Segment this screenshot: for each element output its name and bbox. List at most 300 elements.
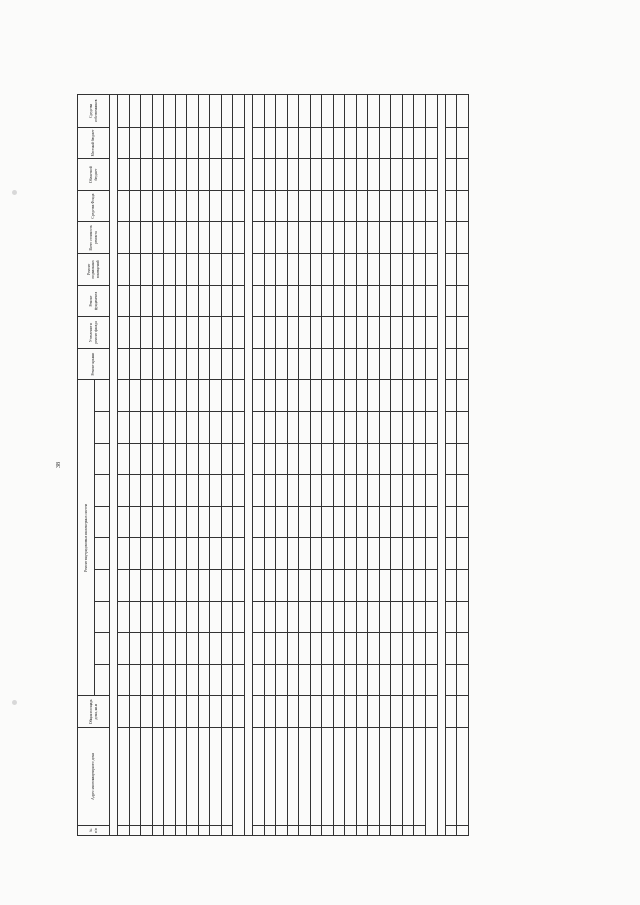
address-cell <box>287 727 299 825</box>
value-cell <box>164 95 176 128</box>
value-cell <box>402 475 414 507</box>
value-cell <box>118 412 130 444</box>
table-row <box>333 95 345 836</box>
value-cell <box>356 159 368 191</box>
value-cell <box>414 664 426 696</box>
value-cell <box>253 159 265 191</box>
value-cell <box>264 538 276 570</box>
value-cell <box>333 285 345 317</box>
value-cell <box>379 380 391 412</box>
value-cell <box>299 222 311 254</box>
section-title-row <box>437 95 445 836</box>
value-cell <box>368 190 380 222</box>
value-cell <box>141 95 153 128</box>
value-cell <box>457 601 469 633</box>
value-cell <box>402 348 414 380</box>
value-cell <box>187 317 199 349</box>
value-cell <box>164 601 176 633</box>
value-cell <box>457 317 469 349</box>
value-cell <box>310 285 322 317</box>
value-cell <box>287 506 299 538</box>
value-cell <box>264 570 276 602</box>
value-cell <box>457 696 469 728</box>
total-value-cell <box>425 506 437 538</box>
value-cell <box>129 222 141 254</box>
value-cell <box>445 95 457 128</box>
value-cell <box>221 538 233 570</box>
value-cell <box>175 222 187 254</box>
value-cell <box>210 570 222 602</box>
total-value-cell <box>425 633 437 665</box>
value-cell <box>368 412 380 444</box>
table-row <box>299 95 311 836</box>
value-cell <box>391 601 403 633</box>
value-cell <box>187 254 199 286</box>
value-cell <box>276 412 288 444</box>
value-cell <box>445 127 457 159</box>
value-cell <box>299 159 311 191</box>
row-number-cell <box>141 825 153 835</box>
col-subheader <box>95 380 110 412</box>
value-cell <box>141 190 153 222</box>
value-cell <box>445 664 457 696</box>
col-header-total-cost: Всего стоимость ремонта <box>78 222 110 254</box>
value-cell <box>379 443 391 475</box>
value-cell <box>276 222 288 254</box>
row-number-cell <box>310 825 322 835</box>
col-subheader <box>95 601 110 633</box>
value-cell <box>402 633 414 665</box>
total-value-cell <box>233 696 245 728</box>
value-cell <box>356 348 368 380</box>
value-cell <box>299 506 311 538</box>
value-cell <box>118 380 130 412</box>
row-number-cell <box>299 825 311 835</box>
value-cell <box>164 506 176 538</box>
value-cell <box>445 475 457 507</box>
value-cell <box>379 222 391 254</box>
value-cell <box>310 190 322 222</box>
row-number-cell <box>198 825 210 835</box>
col-header-foundation: Ремонт фундамента <box>78 285 110 317</box>
value-cell <box>457 190 469 222</box>
value-cell <box>310 348 322 380</box>
value-cell <box>402 601 414 633</box>
value-cell <box>198 348 210 380</box>
value-cell <box>391 664 403 696</box>
value-cell <box>333 506 345 538</box>
value-cell <box>118 95 130 128</box>
value-cell <box>457 475 469 507</box>
value-cell <box>345 696 357 728</box>
address-cell <box>198 727 210 825</box>
value-cell <box>264 348 276 380</box>
value-cell <box>287 601 299 633</box>
value-cell <box>118 317 130 349</box>
address-cell <box>402 727 414 825</box>
value-cell <box>276 538 288 570</box>
row-number-cell <box>129 825 141 835</box>
table-row <box>345 95 357 836</box>
row-number-cell <box>333 825 345 835</box>
table-row <box>187 95 199 836</box>
value-cell <box>322 190 334 222</box>
value-cell <box>333 475 345 507</box>
address-cell <box>129 727 141 825</box>
value-cell <box>210 601 222 633</box>
value-cell <box>333 127 345 159</box>
value-cell <box>129 443 141 475</box>
value-cell <box>299 538 311 570</box>
value-cell <box>379 664 391 696</box>
total-value-cell <box>233 222 245 254</box>
col-header-systems-group: Ремонт внутридомовых инженерных систем <box>78 380 95 696</box>
value-cell <box>322 95 334 128</box>
value-cell <box>310 380 322 412</box>
value-cell <box>414 222 426 254</box>
total-row <box>425 95 437 836</box>
value-cell <box>198 190 210 222</box>
value-cell <box>445 696 457 728</box>
value-cell <box>445 159 457 191</box>
value-cell <box>175 95 187 128</box>
value-cell <box>129 506 141 538</box>
value-cell <box>264 127 276 159</box>
value-cell <box>322 570 334 602</box>
value-cell <box>164 190 176 222</box>
value-cell <box>402 412 414 444</box>
value-cell <box>287 317 299 349</box>
value-cell <box>129 664 141 696</box>
value-cell <box>129 633 141 665</box>
value-cell <box>264 159 276 191</box>
table-row <box>118 95 130 836</box>
value-cell <box>276 159 288 191</box>
document-area <box>55 90 583 840</box>
value-cell <box>379 285 391 317</box>
row-number-cell <box>414 825 426 835</box>
value-cell <box>253 285 265 317</box>
value-cell <box>356 95 368 128</box>
value-cell <box>299 380 311 412</box>
value-cell <box>210 348 222 380</box>
value-cell <box>129 127 141 159</box>
table-row <box>445 95 457 836</box>
value-cell <box>310 475 322 507</box>
value-cell <box>264 222 276 254</box>
value-cell <box>287 664 299 696</box>
total-value-cell <box>425 443 437 475</box>
value-cell <box>402 254 414 286</box>
value-cell <box>264 443 276 475</box>
total-value-cell <box>425 475 437 507</box>
value-cell <box>310 412 322 444</box>
value-cell <box>310 601 322 633</box>
value-cell <box>175 159 187 191</box>
value-cell <box>356 601 368 633</box>
section-title <box>245 95 253 836</box>
address-cell <box>253 727 265 825</box>
value-cell <box>221 380 233 412</box>
value-cell <box>356 633 368 665</box>
table-caption <box>65 90 72 840</box>
value-cell <box>299 348 311 380</box>
address-cell <box>457 727 469 825</box>
value-cell <box>141 159 153 191</box>
table-row <box>368 95 380 836</box>
value-cell <box>221 412 233 444</box>
value-cell <box>141 538 153 570</box>
value-cell <box>187 348 199 380</box>
value-cell <box>368 380 380 412</box>
value-cell <box>402 538 414 570</box>
row-number-cell <box>152 825 164 835</box>
value-cell <box>368 664 380 696</box>
address-cell <box>379 727 391 825</box>
table-row <box>141 95 153 836</box>
value-cell <box>141 570 153 602</box>
value-cell <box>152 475 164 507</box>
value-cell <box>129 285 141 317</box>
value-cell <box>118 443 130 475</box>
value-cell <box>141 601 153 633</box>
value-cell <box>210 696 222 728</box>
value-cell <box>299 412 311 444</box>
value-cell <box>414 190 426 222</box>
value-cell <box>457 380 469 412</box>
value-cell <box>141 222 153 254</box>
row-number-cell <box>287 825 299 835</box>
total-value-cell <box>425 538 437 570</box>
total-value-cell <box>425 348 437 380</box>
value-cell <box>141 127 153 159</box>
value-cell <box>322 222 334 254</box>
value-cell <box>310 570 322 602</box>
value-cell <box>391 190 403 222</box>
value-cell <box>264 475 276 507</box>
address-cell <box>141 727 153 825</box>
total-value-cell <box>425 159 437 191</box>
value-cell <box>356 254 368 286</box>
value-cell <box>333 538 345 570</box>
value-cell <box>287 538 299 570</box>
value-cell <box>457 633 469 665</box>
value-cell <box>129 601 141 633</box>
value-cell <box>345 317 357 349</box>
value-cell <box>164 380 176 412</box>
value-cell <box>445 190 457 222</box>
value-cell <box>445 254 457 286</box>
row-number-cell <box>253 825 265 835</box>
value-cell <box>253 95 265 128</box>
value-cell <box>175 348 187 380</box>
value-cell <box>402 95 414 128</box>
value-cell <box>276 348 288 380</box>
table-row <box>221 95 233 836</box>
value-cell <box>253 475 265 507</box>
value-cell <box>322 412 334 444</box>
value-cell <box>187 443 199 475</box>
value-cell <box>356 285 368 317</box>
value-cell <box>310 696 322 728</box>
value-cell <box>187 696 199 728</box>
value-cell <box>164 348 176 380</box>
total-value-cell <box>233 254 245 286</box>
value-cell <box>356 443 368 475</box>
value-cell <box>187 95 199 128</box>
value-cell <box>210 475 222 507</box>
value-cell <box>152 317 164 349</box>
value-cell <box>118 190 130 222</box>
value-cell <box>333 254 345 286</box>
value-cell <box>368 348 380 380</box>
value-cell <box>379 348 391 380</box>
value-cell <box>322 664 334 696</box>
value-cell <box>379 506 391 538</box>
value-cell <box>152 696 164 728</box>
value-cell <box>299 95 311 128</box>
value-cell <box>175 538 187 570</box>
value-cell <box>175 190 187 222</box>
value-cell <box>391 285 403 317</box>
value-cell <box>333 664 345 696</box>
section-title <box>110 95 118 836</box>
value-cell <box>414 570 426 602</box>
total-value-cell <box>233 664 245 696</box>
value-cell <box>445 601 457 633</box>
row-number-cell <box>164 825 176 835</box>
value-cell <box>210 190 222 222</box>
value-cell <box>152 348 164 380</box>
value-cell <box>356 570 368 602</box>
value-cell <box>368 570 380 602</box>
value-cell <box>164 127 176 159</box>
row-number-cell <box>276 825 288 835</box>
value-cell <box>299 475 311 507</box>
value-cell <box>210 506 222 538</box>
value-cell <box>414 412 426 444</box>
address-cell <box>164 727 176 825</box>
address-cell <box>175 727 187 825</box>
row-number-cell <box>457 825 469 835</box>
value-cell <box>333 570 345 602</box>
value-cell <box>345 412 357 444</box>
value-cell <box>391 348 403 380</box>
table-row <box>379 95 391 836</box>
value-cell <box>164 538 176 570</box>
row-number-cell <box>175 825 187 835</box>
value-cell <box>445 443 457 475</box>
value-cell <box>414 443 426 475</box>
value-cell <box>164 222 176 254</box>
punch-hole <box>12 190 17 195</box>
value-cell <box>118 159 130 191</box>
table-row <box>264 95 276 836</box>
value-cell <box>175 633 187 665</box>
value-cell <box>141 475 153 507</box>
value-cell <box>276 601 288 633</box>
total-value-cell <box>425 380 437 412</box>
value-cell <box>129 254 141 286</box>
value-cell <box>152 190 164 222</box>
value-cell <box>264 95 276 128</box>
value-cell <box>445 412 457 444</box>
value-cell <box>322 317 334 349</box>
value-cell <box>175 412 187 444</box>
total-row <box>233 95 245 836</box>
value-cell <box>345 475 357 507</box>
row-number-cell <box>187 825 199 835</box>
value-cell <box>221 601 233 633</box>
value-cell <box>322 475 334 507</box>
table-row <box>322 95 334 836</box>
row-number-cell <box>368 825 380 835</box>
value-cell <box>356 380 368 412</box>
value-cell <box>414 506 426 538</box>
value-cell <box>164 254 176 286</box>
value-cell <box>287 222 299 254</box>
value-cell <box>356 506 368 538</box>
value-cell <box>210 538 222 570</box>
col-header-fund: Средства Фонда <box>78 190 110 222</box>
value-cell <box>129 317 141 349</box>
address-cell <box>264 727 276 825</box>
value-cell <box>287 285 299 317</box>
value-cell <box>402 127 414 159</box>
value-cell <box>210 317 222 349</box>
value-cell <box>414 475 426 507</box>
value-cell <box>175 380 187 412</box>
value-cell <box>287 95 299 128</box>
value-cell <box>118 696 130 728</box>
value-cell <box>276 443 288 475</box>
value-cell <box>198 159 210 191</box>
value-cell <box>118 348 130 380</box>
value-cell <box>152 633 164 665</box>
value-cell <box>221 570 233 602</box>
value-cell <box>333 95 345 128</box>
col-subheader <box>95 412 110 444</box>
value-cell <box>322 538 334 570</box>
value-cell <box>118 538 130 570</box>
value-cell <box>457 412 469 444</box>
value-cell <box>322 285 334 317</box>
value-cell <box>310 222 322 254</box>
value-cell <box>210 443 222 475</box>
row-number-cell <box>445 825 457 835</box>
value-cell <box>198 254 210 286</box>
row-number-cell <box>264 825 276 835</box>
table-row <box>164 95 176 836</box>
value-cell <box>264 664 276 696</box>
value-cell <box>210 254 222 286</box>
table-row <box>402 95 414 836</box>
value-cell <box>345 538 357 570</box>
value-cell <box>333 348 345 380</box>
row-number-cell <box>356 825 368 835</box>
row-number-cell <box>322 825 334 835</box>
value-cell <box>164 317 176 349</box>
value-cell <box>345 254 357 286</box>
value-cell <box>333 696 345 728</box>
value-cell <box>187 159 199 191</box>
value-cell <box>322 348 334 380</box>
total-value-cell <box>425 254 437 286</box>
value-cell <box>276 696 288 728</box>
value-cell <box>118 285 130 317</box>
value-cell <box>457 127 469 159</box>
value-cell <box>264 285 276 317</box>
